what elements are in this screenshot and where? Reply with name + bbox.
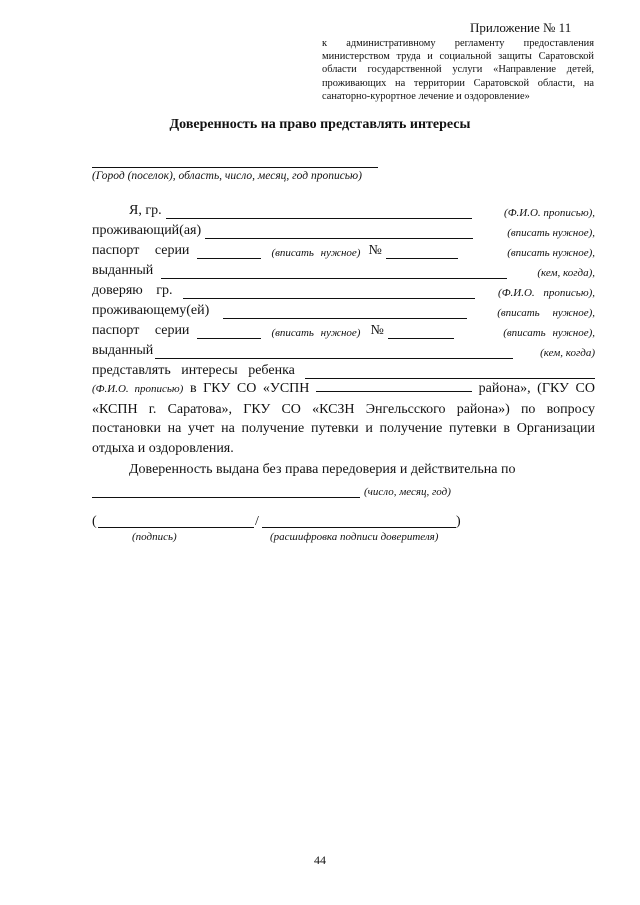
row-label: Я, гр. [129,203,162,218]
paragraph-text: в ГКУ СО «УСПН [183,381,317,396]
row-hint: (вписать нужное) [271,247,361,259]
row-hint: (вписать нужное), [503,327,595,339]
row-hint: (вписать нужное), [507,227,595,239]
validity-date-row [92,478,595,498]
signature-open-paren: ( [92,514,97,529]
agent-passport-number-field[interactable] [388,324,454,339]
row-label: доверяю гр. [92,283,173,298]
district-field[interactable] [316,379,472,392]
annex-number: Приложение № 11 [470,20,572,35]
paragraph-hint: (Ф.И.О. прописью) [92,383,184,395]
row-label: выданный [92,263,154,278]
row-label: паспорт серии [92,323,190,338]
document-title: Доверенность на право представлять интересы [169,117,471,132]
row-label: проживающий(ая) [92,223,202,238]
signature-decode-hint: (расшифровка подписи доверителя) [270,531,439,543]
signature-close-paren: ) [456,514,461,529]
principal-address-field[interactable] [205,224,473,239]
row-hint: (вписать нужное), [507,247,595,259]
annex-line: санаторно-курортное лечение и оздоровление» [322,90,530,102]
row-hint: (Ф.И.О. прописью), [504,207,595,219]
signature-decode-field[interactable] [262,527,456,528]
annex-reference [322,37,594,103]
principal-issued-field[interactable] [161,264,507,279]
principal-address-row [92,219,595,239]
agent-name-field[interactable] [183,284,475,299]
row-hint: (кем, когда) [540,347,595,359]
principal-passport-number-field[interactable] [386,244,458,259]
principal-name-row [92,199,595,219]
principal-issued-row [92,259,595,279]
agent-issued-field[interactable] [155,344,513,359]
row-label: паспорт серии [92,243,190,258]
principal-name-field[interactable] [166,204,472,219]
paragraph-text: Доверенность выдана без права передоверия и действительна по [129,462,516,477]
row-hint: (вписать нужное), [497,307,595,319]
annex-line: к административному регламенту предоставления [322,38,594,49]
annex-line: области государственной услуги «Направление детей, [322,64,594,76]
agent-issued-row [92,339,595,359]
agent-address-field[interactable] [223,304,467,319]
number-sign: № [368,243,382,258]
signature-hint: (подпись) [132,531,177,543]
annex-line: проживающих на территории Саратовской области, на [322,77,594,89]
page-number: 44 [314,853,326,867]
row-label: выданный [92,343,154,358]
child-name-row [92,359,595,379]
city-date-hint: (Город (поселок), область, число, месяц, год прописью) [92,170,362,182]
principal-passport-row [92,239,595,259]
agent-name-row [92,279,595,299]
row-label: представлять интересы ребенка [92,363,295,378]
row-hint: (кем, когда), [537,267,595,279]
signature-field[interactable] [98,527,254,528]
row-label: проживающему(ей) [92,303,210,318]
city-date-field[interactable] [92,167,378,168]
row-hint: (число, месяц, год) [364,486,451,498]
signature-slash: / [255,514,259,529]
number-sign: № [370,323,384,338]
agent-passport-row [92,319,595,339]
validity-paragraph [92,460,595,480]
annex-line: министерством труда и социальной защиты Саратовской [322,51,594,63]
child-name-field[interactable] [305,364,595,379]
row-hint: (вписать нужное) [271,327,361,339]
agent-passport-series-field[interactable] [197,324,261,339]
authority-paragraph [92,379,595,458]
row-hint: (Ф.И.О. прописью), [498,287,595,299]
paragraph-text: района», (ГКУ СО «КСПН г. Саратова», ГКУ СО «КСЗН Энгельсского района») по вопросу постановки на учет на получение путевки и получение путевки в Организации отдыха и оздоровления. [92,381,595,456]
principal-passport-series-field[interactable] [197,244,261,259]
agent-address-row [92,299,595,319]
validity-date-field[interactable] [92,483,360,498]
